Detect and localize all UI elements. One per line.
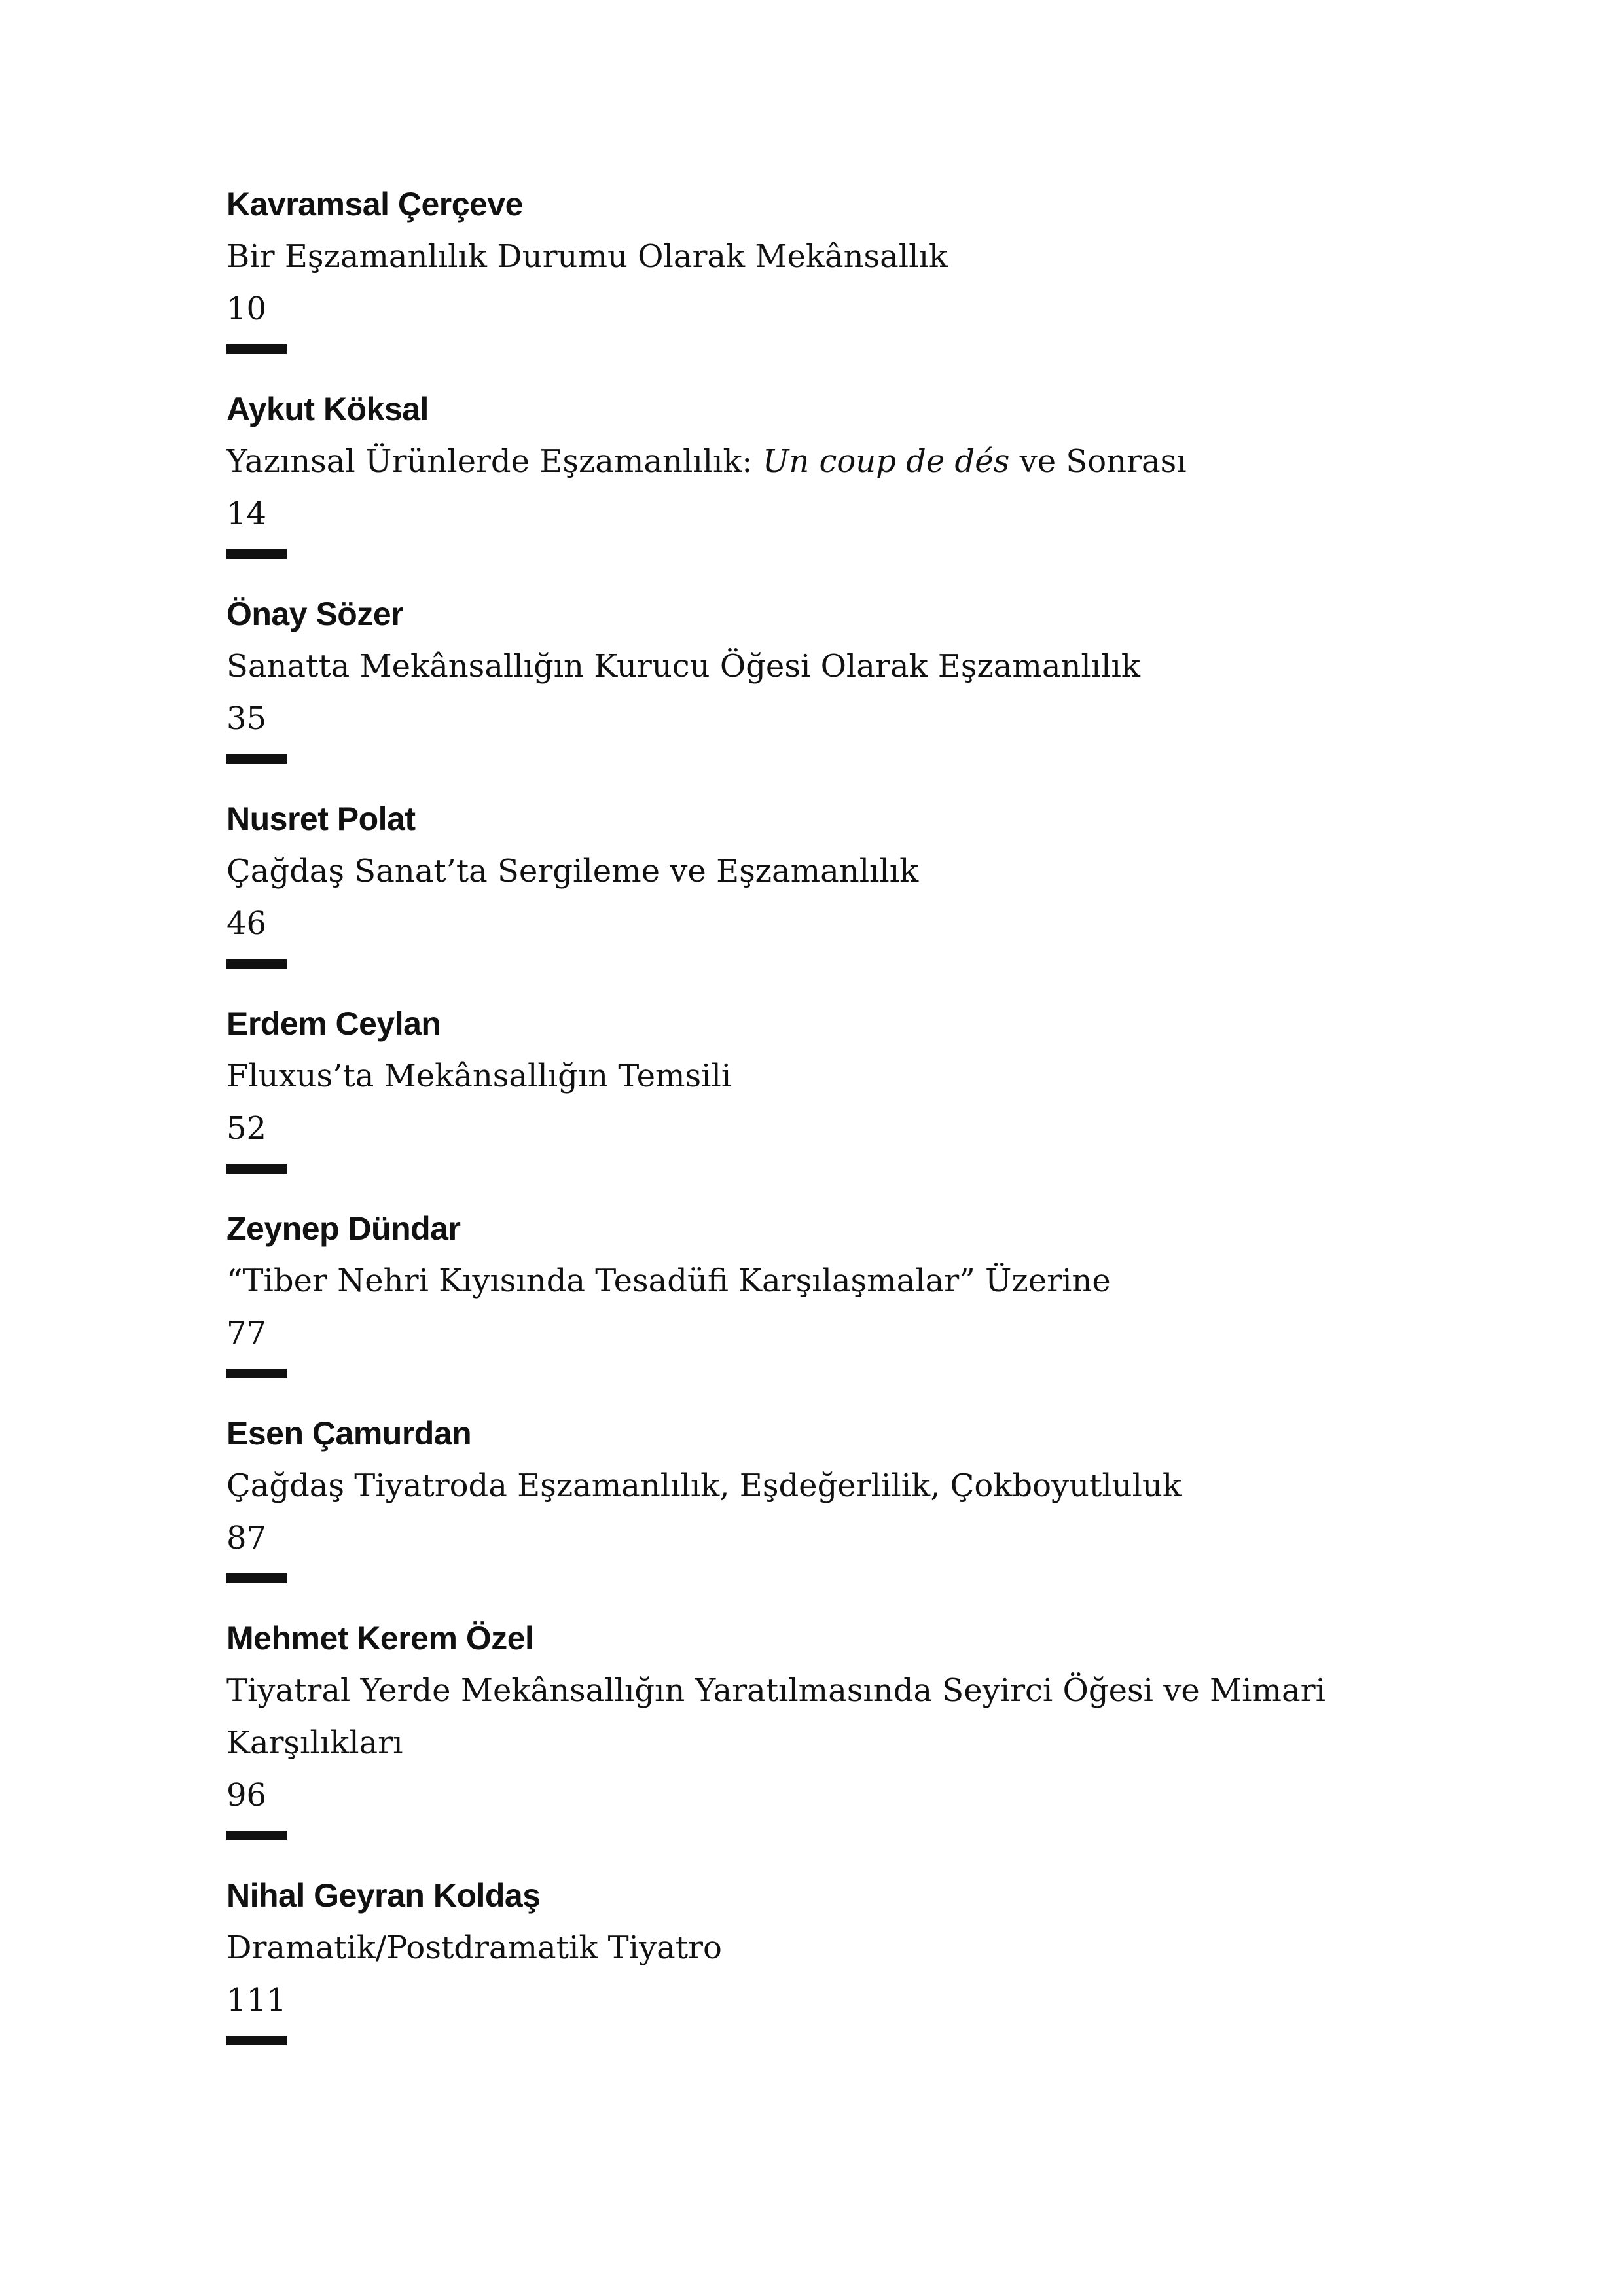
toc-entry [226,1202,1470,1378]
entry-page-number: 52 [226,1110,267,1147]
entry-title-start: Yazınsal Ürünlerde Eşzamanlılık: [226,443,763,480]
toc-entry [226,1612,1470,1840]
entry-title: Sanatta Mekânsallığın Kurucu Öğesi Olarak Eşzamanlılık [226,648,1140,685]
entry-divider [226,2036,287,2045]
entry-page-number: 46 [226,905,267,942]
entry-title: Dramatik/Postdramatik Tiyatro [226,1929,722,1966]
toc-entry [226,588,1470,764]
toc-entry [226,383,1470,559]
toc-entry [226,178,1470,354]
entry-divider [226,1369,287,1378]
table-of-contents [226,178,1470,2074]
entry-divider [226,754,287,764]
entry-title-italic: Un coup de dés [762,443,1010,480]
entry-title-end: ve Sonrası [1009,443,1187,480]
entry-title: Çağdaş Sanat’ta Sergileme ve Eşzamanlılık [226,853,919,889]
entry-author: Nihal Geyran Koldaş [226,1877,541,1914]
entry-divider [226,959,287,969]
toc-entry [226,997,1470,1174]
entry-author: Aykut Köksal [226,391,429,427]
entry-title-line-2: Karşılıkları [226,1725,403,1761]
entry-title-line-1: Tiyatral Yerde Mekânsallığın Yaratılmasında Seyirci Öğesi ve Mimari [226,1672,1326,1709]
entry-page-number: 35 [226,700,267,737]
entry-divider [226,1831,287,1840]
entry-page-number: 10 [226,291,267,327]
entry-author: Nusret Polat [226,800,416,837]
toc-entry [226,1407,1470,1583]
entry-page-number: 87 [226,1520,267,1556]
entry-author: Esen Çamurdan [226,1415,472,1452]
entry-title: Çağdaş Tiyatroda Eşzamanlılık, Eşdeğerlilik, Çokboyutluluk [226,1467,1182,1504]
entry-title: Bir Eşzamanlılık Durumu Olarak Mekânsallık [226,238,948,275]
entry-page-number: 111 [226,1982,287,2018]
entry-divider [226,549,287,559]
entry-author: Önay Sözer [226,596,404,632]
entry-page-number: 14 [226,495,267,532]
entry-divider [226,344,287,354]
entry-author: Mehmet Kerem Özel [226,1620,534,1657]
entry-title [226,435,1470,488]
entry-author: Kavramsal Çerçeve [226,186,523,223]
toc-entry [226,1869,1470,2045]
entry-page-number: 77 [226,1315,267,1352]
entry-divider [226,1573,287,1583]
entry-page-number: 96 [226,1777,267,1814]
toc-entry [226,793,1470,969]
entry-author: Erdem Ceylan [226,1005,441,1042]
entry-title: Fluxus’ta Mekânsallığın Temsili [226,1058,732,1094]
entry-title: “Tiber Nehri Kıyısında Tesadüfi Karşılaşmalar” Üzerine [226,1263,1111,1299]
entry-divider [226,1164,287,1174]
entry-author: Zeynep Dündar [226,1210,461,1247]
